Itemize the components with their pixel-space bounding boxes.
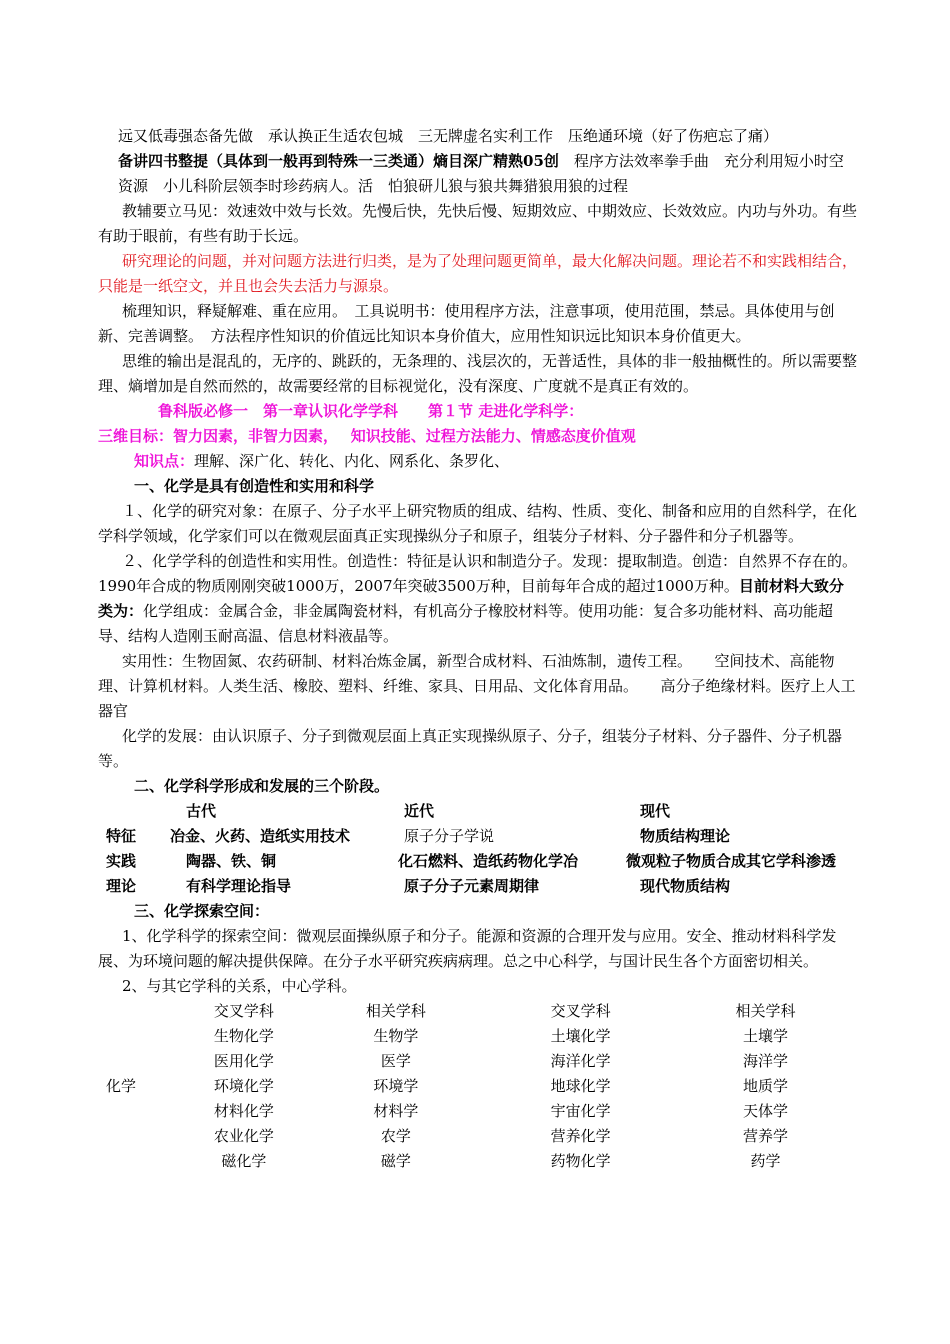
stages-header-cell (98, 799, 170, 824)
related-row (98, 1049, 858, 1074)
related-cell: 天体学 (743, 1102, 789, 1120)
related-cell: 材料学 (373, 1102, 419, 1120)
section-1-item-1: １、化学的研究对象：在原子、分子水平上研究物质的组成、结构、性质、变化、制备和应用的自然科学，在化学科学领域，化学家们可以在微观层面真正实现操纵分子和原子，组装分子材料、分子器件和分子机器等。 (98, 502, 858, 545)
related-cell: 药学 (750, 1152, 781, 1170)
related-header-cell: 相关学科 (365, 1002, 426, 1020)
stages-header-cell: 古代 (186, 802, 217, 820)
related-row (98, 1124, 858, 1149)
related-header-cell: 交叉学科 (213, 1002, 274, 1020)
related-center-cell (98, 1124, 184, 1149)
related-cell: 地球化学 (550, 1077, 611, 1095)
related-cell: 材料化学 (213, 1102, 274, 1120)
related-cell: 营养化学 (550, 1127, 611, 1145)
stages-cell: 有科学理论指导 (186, 877, 292, 895)
section-2-heading: 二、化学科学形成和发展的三个阶段。 (134, 777, 390, 795)
related-center-cell (98, 999, 184, 1024)
document-page (98, 124, 858, 1174)
related-cell: 土壤学 (743, 1027, 789, 1045)
stages-cell: 冶金、火药、造纸实用技术 (170, 827, 351, 845)
paragraph-thinking: 思维的输出是混乱的，无序的、跳跃的，无条理的、浅层次的，无普适性，具体的非一般抽概性的。所以需要整理、熵增加是自然而然的，故需要经常的目标视觉化，没有深度、广度就不是真正有效的。 (98, 352, 858, 395)
stages-row-label: 特征 (106, 827, 137, 845)
related-cell: 磁化学 (221, 1152, 267, 1170)
section-1-practical: 实用性：生物固氮、农药研制、材料冶炼金属，新型合成材料、石油炼制，遗传工程。 空间技术、高能物理、计算机材料。人类生活、橡胶、塑料、纤维、家具、日用品、文化体育用品。 高分子绝缘材料。医疗上人工器官 (98, 652, 856, 720)
stages-row-feature (98, 824, 858, 849)
related-cell: 农业化学 (213, 1127, 274, 1145)
related-center-cell (98, 1049, 184, 1074)
section-1-item-2-b: 化学组成：金属合金，非金属陶瓷材料，有机高分子橡胶材料等。使用功能：复合多功能材料、高功能超导、结构人造刚玉耐高温、信息材料液晶等。 (98, 602, 834, 645)
header-line-1: 远又低毒强态备先做 承认换正生适农包城 三无牌虚名实利工作 压绝通环境（好了伤疤忘了痛） (118, 127, 779, 145)
stages-cell: 原子分子学说 (404, 827, 495, 845)
section-3-item-2: 2、与其它学科的关系，中心学科。 (122, 977, 357, 995)
related-cell: 环境化学 (213, 1077, 274, 1095)
stages-row-label: 理论 (106, 877, 137, 895)
knowledge-points (98, 449, 858, 474)
stages-row-theory (98, 874, 858, 899)
stages-cell: 原子分子元素周期律 (404, 877, 540, 895)
header-line-2-bold: 备讲四书整提（具体到一般再到特殊一三类通）熵目深广精熟05创 (118, 152, 559, 170)
stages-cell: 微观粒子物质合成其它学科渗透 (626, 852, 837, 870)
stages-cell: 化石燃料、造纸药物化学冶 (398, 852, 579, 870)
section-3-heading: 三、化学探索空间： (134, 902, 270, 920)
related-row (98, 1099, 858, 1124)
section-3-item-1: 1、化学科学的探索空间：微观层面操纵原子和分子。能源和资源的合理开发与应用。安全、推动材料科学发展、为环境问题的解决提供保障。在分子水平研究疾病病理。总之中心科学，与国计民生各个方面密切相关。 (98, 927, 837, 970)
stages-cell: 陶器、铁、铜 (186, 852, 277, 870)
section-1-development: 化学的发展：由认识原子、分子到微观层面上真正实现操纵原子、分子，组装分子材料、分子器件、分子机器等。 (98, 727, 843, 770)
related-cell: 药物化学 (550, 1152, 611, 1170)
knowledge-points-label: 知识点： (134, 452, 195, 470)
related-cell: 医学 (380, 1052, 411, 1070)
related-row (98, 1149, 858, 1174)
course-title: 鲁科版必修一 第一章认识化学学科 第１节 走进化学科学： (158, 402, 584, 420)
paragraph-knowledge: 梳理知识，释疑解难、重在应用。 工具说明书：使用程序方法，注意事项，使用范围，禁忌。具体使用与创新、完善调整。 方法程序性知识的价值远比知识本身价值大，应用性知识远比知识本身价值更大。 (98, 302, 835, 345)
stages-table (98, 799, 858, 899)
section-1-item-2-a: ２、化学学科的创造性和实用性。创造性：特征是认识和制造分子。发现：提取制造。创造：自然界不存在的。1990年合成的物质刚刚突破1000万，2007年突破3500万种，目前每年合成的超过1000万种。 (98, 552, 858, 595)
stages-cell: 物质结构理论 (640, 827, 731, 845)
related-cell: 地质学 (743, 1077, 789, 1095)
stages-row-label: 实践 (106, 852, 137, 870)
stages-cell: 现代物质结构 (640, 877, 731, 895)
paragraph-teaching-aids: 教辅要立马见：效速效中效与长效。先慢后快，先快后慢、短期效应、中期效应、长效效应。内功与外功。有些有助于眼前，有些有助于长远。 (98, 202, 858, 245)
related-cell: 生物学 (373, 1027, 419, 1045)
related-cell: 生物化学 (213, 1027, 274, 1045)
related-cell: 土壤化学 (550, 1027, 611, 1045)
related-row (98, 1024, 858, 1049)
related-cell: 海洋学 (743, 1052, 789, 1070)
stages-header-cell: 近代 (404, 802, 435, 820)
stages-header-row (98, 799, 858, 824)
related-center-label: 化学 (106, 1077, 137, 1095)
header-line-2-rest: 程序方法效率拳手曲 充分利用短小时空资源 小儿科阶层领李时珍药病人。活 怕狼研儿狼与狼共舞猎狼用狼的过程 (118, 152, 844, 195)
related-cell: 营养学 (743, 1127, 789, 1145)
related-center-cell (98, 1149, 184, 1174)
related-header-cell: 相关学科 (735, 1002, 796, 1020)
related-center-cell (98, 1024, 184, 1049)
header-line-2 (98, 149, 858, 199)
related-cell: 海洋化学 (550, 1052, 611, 1070)
related-cell: 磁学 (380, 1152, 411, 1170)
paragraph-theory: 研究理论的问题，并对问题方法进行归类，是为了处理问题更简单，最大化解决问题。理论若不和实践相结合，只能是一纸空文，并且也会失去活力与源泉。 (98, 252, 858, 295)
related-cell: 宇宙化学 (550, 1102, 611, 1120)
related-cell: 农学 (380, 1127, 411, 1145)
related-cell: 环境学 (373, 1077, 419, 1095)
stages-row-practice (98, 849, 858, 874)
three-dimension-goals: 三维目标：智力因素，非智力因素， 知识技能、过程方法能力、情感态度价值观 (98, 427, 636, 445)
related-header-row (98, 999, 858, 1024)
related-disciplines-table (98, 999, 858, 1174)
section-1-item-2 (98, 549, 858, 649)
related-cell: 医用化学 (213, 1052, 274, 1070)
stages-header-cell: 现代 (640, 802, 671, 820)
section-1-item-2-bold: 目前材料大致分类为： (98, 577, 844, 620)
section-1-heading: 一、化学是具有创造性和实用和科学 (134, 477, 375, 495)
related-row (98, 1074, 858, 1099)
related-center-cell (98, 1099, 184, 1124)
knowledge-points-text: 理解、深广化、转化、内化、网系化、条罗化、 (194, 452, 510, 470)
related-header-cell: 交叉学科 (550, 1002, 611, 1020)
